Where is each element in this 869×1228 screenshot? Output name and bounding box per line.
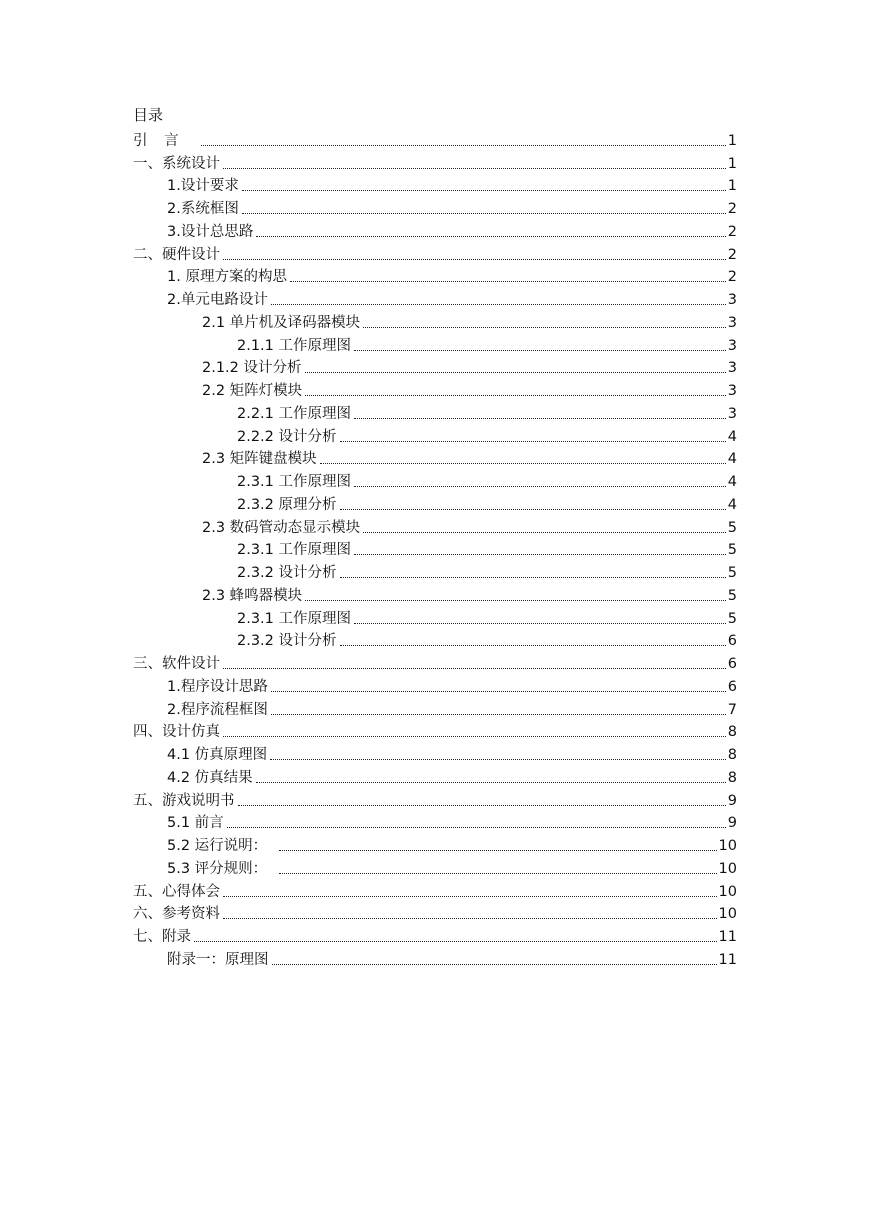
toc-entry-label: 2.3.1 工作原理图 — [237, 610, 352, 627]
toc-dot-leader — [271, 691, 726, 692]
toc-dot-leader — [290, 281, 726, 282]
toc-page-number: 5 — [727, 565, 737, 581]
toc-dot-leader — [223, 259, 726, 260]
toc-page-number: 10 — [718, 883, 737, 900]
toc-dot-leader — [363, 532, 726, 533]
toc-entry[interactable] — [237, 469, 737, 492]
toc-dot-leader — [223, 896, 717, 897]
toc-page-number: 7 — [727, 701, 737, 718]
toc-entry[interactable] — [167, 947, 737, 970]
toc-entry-label: 1.程序设计思路 — [167, 678, 268, 695]
toc-entry-label: 2.3.2 设计分析 — [237, 565, 337, 581]
toc-dot-leader — [354, 554, 726, 555]
toc-page-number: 11 — [718, 951, 737, 968]
toc-dot-leader — [363, 327, 726, 328]
toc-dot-leader — [238, 805, 726, 806]
toc-dot-leader — [201, 145, 726, 146]
toc-entry-label: 六、参考资料 — [133, 906, 220, 923]
toc-entry-label: 五、心得体会 — [133, 883, 220, 900]
toc-entry[interactable] — [237, 492, 737, 515]
toc-entry[interactable] — [202, 310, 737, 333]
toc-entry[interactable] — [237, 538, 737, 561]
toc-dot-leader — [270, 759, 726, 760]
toc-entry[interactable] — [237, 560, 737, 583]
toc-dot-leader — [305, 600, 726, 601]
toc-entry[interactable] — [167, 196, 737, 219]
toc-dot-leader — [256, 782, 726, 783]
toc-entry-label: 2.3.2 设计分析 — [237, 633, 337, 650]
toc-entry-label: 七、附录 — [133, 929, 191, 945]
toc-entry[interactable] — [167, 833, 737, 856]
toc-entry-label: 2.2.2 设计分析 — [237, 428, 337, 445]
toc-dot-leader — [305, 395, 726, 396]
toc-entry[interactable] — [133, 924, 737, 947]
toc-entry[interactable] — [133, 128, 737, 151]
toc-entry[interactable] — [167, 765, 737, 788]
toc-entry-label: 2.2 矩阵灯模块 — [202, 383, 303, 399]
toc-dot-leader — [194, 941, 717, 942]
toc-page-number: 1 — [727, 178, 737, 195]
toc-page-number: 3 — [727, 383, 737, 399]
toc-entry-label: 附录一：原理图 — [167, 951, 269, 968]
toc-entry-label: 2.2.1 工作原理图 — [237, 405, 352, 422]
toc-dot-leader — [272, 964, 717, 965]
toc-page-number: 5 — [727, 519, 737, 536]
toc-entry-label: 1.设计要求 — [167, 178, 239, 195]
toc-entry[interactable] — [133, 151, 737, 174]
toc-entry[interactable] — [167, 174, 737, 197]
toc-entry[interactable] — [237, 401, 737, 424]
toc-entry-label: 1. 原理方案的构思 — [167, 269, 287, 286]
toc-entry[interactable] — [167, 287, 737, 310]
toc-dot-leader — [223, 918, 717, 919]
toc-page-number: 4 — [727, 428, 737, 445]
toc-page-number: 1 — [727, 155, 737, 172]
toc-entry[interactable] — [133, 879, 737, 902]
toc-entry-label: 5.3 评分规则： — [167, 860, 268, 877]
toc-entry[interactable] — [167, 697, 737, 720]
toc-page-number: 1 — [727, 132, 737, 149]
toc-entry-label: 二、硬件设计 — [133, 246, 220, 263]
toc-entry-label: 五、游戏说明书 — [133, 792, 235, 809]
toc-entry-label: 2.3 矩阵键盘模块 — [202, 451, 317, 468]
toc-page-number: 5 — [727, 610, 737, 627]
toc-dot-leader — [227, 827, 726, 828]
toc-dot-leader — [271, 714, 726, 715]
toc-dot-leader — [279, 873, 716, 874]
toc-dot-leader — [354, 623, 726, 624]
toc-page-number: 2 — [727, 223, 737, 240]
toc-entry[interactable] — [202, 356, 737, 379]
toc-entry-label: 2.1.2 设计分析 — [202, 360, 302, 377]
toc-dot-leader — [354, 350, 726, 351]
toc-entry-label: 一、系统设计 — [133, 155, 220, 172]
toc-dot-leader — [354, 486, 726, 487]
toc-entry[interactable] — [167, 265, 737, 288]
toc-page-number: 9 — [727, 792, 737, 809]
toc-entry[interactable] — [133, 788, 737, 811]
toc-page-number: 8 — [727, 747, 737, 763]
toc-page-number: 2 — [727, 201, 737, 217]
toc-entry-label: 2.1 单片机及译码器模块 — [202, 314, 361, 331]
toc-entry[interactable] — [167, 219, 737, 242]
toc-page-number: 5 — [727, 542, 737, 559]
toc-entry-label: 四、设计仿真 — [133, 724, 220, 741]
toc-dot-leader — [242, 190, 726, 191]
toc-dot-leader — [271, 304, 726, 305]
toc-entry[interactable] — [202, 378, 737, 401]
toc-dot-leader — [320, 463, 726, 464]
toc-entry-label: 2.3 数码管动态显示模块 — [202, 519, 361, 536]
toc-page-number: 8 — [727, 769, 737, 786]
toc-page-number: 3 — [727, 292, 737, 308]
toc-entry[interactable] — [167, 856, 737, 879]
toc-entry-label: 2.1.1 工作原理图 — [237, 337, 352, 354]
toc-page-number: 3 — [727, 337, 737, 354]
toc-page-number: 2 — [727, 269, 737, 286]
toc-entry-label: 5.2 运行说明： — [167, 838, 268, 854]
toc-page-number: 6 — [727, 656, 737, 672]
toc-page-number: 6 — [727, 678, 737, 695]
toc-entry[interactable] — [237, 333, 737, 356]
toc-page-number: 9 — [727, 815, 737, 832]
toc-entry[interactable] — [133, 242, 737, 265]
toc-entry[interactable] — [133, 651, 737, 674]
toc-page-number: 4 — [727, 474, 737, 490]
toc-entry[interactable] — [237, 424, 737, 447]
table-of-contents — [0, 128, 869, 970]
toc-page-number: 3 — [727, 405, 737, 422]
toc-entry[interactable] — [167, 674, 737, 697]
toc-entry-label: 2.系统框图 — [167, 201, 239, 217]
toc-entry-label: 4.1 仿真原理图 — [167, 747, 268, 763]
toc-page-number: 11 — [718, 929, 737, 945]
toc-entry[interactable] — [133, 902, 737, 925]
toc-entry-label: 2.3.1 工作原理图 — [237, 542, 352, 559]
toc-page-number: 6 — [727, 633, 737, 650]
toc-dot-leader — [223, 736, 726, 737]
toc-dot-leader — [223, 668, 726, 669]
toc-dot-leader — [354, 418, 726, 419]
toc-page-number: 4 — [727, 451, 737, 468]
toc-entry-label: 2.程序流程框图 — [167, 701, 268, 718]
toc-dot-leader — [223, 168, 726, 169]
toc-page-number: 5 — [727, 587, 737, 604]
toc-entry[interactable] — [167, 742, 737, 765]
toc-entry[interactable] — [202, 515, 737, 538]
toc-page-number: 4 — [727, 496, 737, 513]
toc-page-number: 8 — [727, 724, 737, 741]
toc-entry-label: 2.单元电路设计 — [167, 292, 268, 308]
toc-dot-leader — [340, 645, 726, 646]
toc-entry-label: 2.3 蜂鸣器模块 — [202, 587, 303, 604]
toc-entry[interactable] — [202, 583, 737, 606]
toc-title: 目录 — [133, 106, 164, 124]
toc-entry[interactable] — [202, 447, 737, 470]
toc-page-number: 2 — [727, 246, 737, 263]
toc-page-number: 10 — [718, 906, 737, 923]
toc-dot-leader — [340, 577, 726, 578]
toc-dot-leader — [279, 850, 716, 851]
toc-page-number: 10 — [718, 860, 737, 877]
toc-entry-label: 2.3.2 原理分析 — [237, 496, 337, 513]
toc-page-number: 3 — [727, 360, 737, 377]
toc-dot-leader — [340, 509, 726, 510]
toc-page-number: 10 — [718, 838, 737, 854]
toc-entry-label: 5.1 前言 — [167, 815, 224, 832]
toc-entry-label: 引 言 — [133, 132, 185, 149]
toc-dot-leader — [340, 441, 726, 442]
toc-entry[interactable] — [237, 629, 737, 652]
toc-dot-leader — [256, 236, 725, 237]
toc-entry-label: 2.3.1 工作原理图 — [237, 474, 352, 490]
toc-entry[interactable] — [237, 606, 737, 629]
toc-dot-leader — [305, 372, 726, 373]
toc-page-number: 3 — [727, 314, 737, 331]
toc-dot-leader — [242, 213, 726, 214]
toc-entry-label: 4.2 仿真结果 — [167, 769, 253, 786]
toc-entry-label: 三、软件设计 — [133, 656, 220, 672]
toc-entry-label: 3.设计总思路 — [167, 223, 254, 240]
toc-entry[interactable] — [167, 811, 737, 834]
toc-entry[interactable] — [133, 720, 737, 743]
